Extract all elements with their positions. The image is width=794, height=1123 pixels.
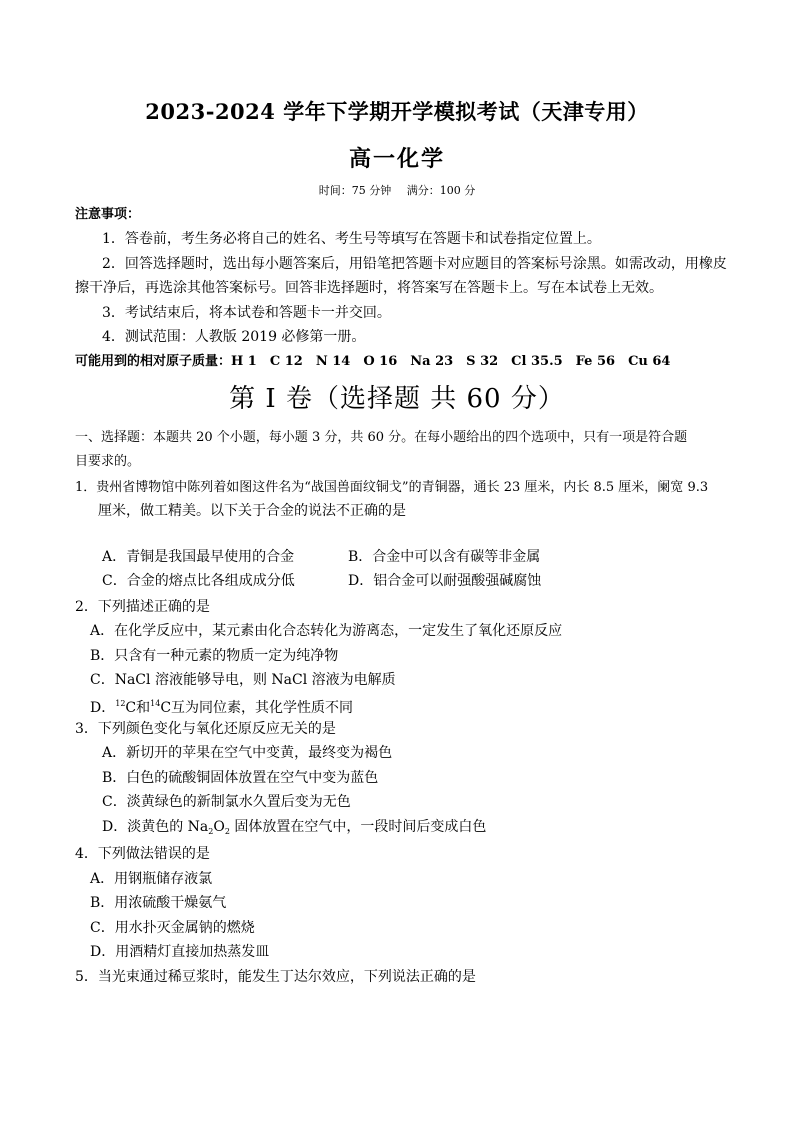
q4-stem: 4．下列做法错误的是 [75, 846, 210, 862]
q3-stem: 3．下列颜色变化与氧化还原反应无关的是 [75, 721, 336, 737]
notice-item-1: 1．答卷前，考生务必将自己的姓名、考生号等填写在答题卡和试卷指定位置上。 [102, 231, 601, 247]
q3-option-d-sub-2: 2 [224, 827, 230, 836]
exam-time: 时间：75 分钟 [318, 184, 392, 197]
q3-option-d-prefix: D．淡黄色的 Na [102, 819, 209, 835]
q2-option-d-rest: C互为同位素，其化学性质不同 [160, 700, 354, 716]
q1-option-a: A．青铜是我国最早使用的合金 [102, 549, 295, 565]
notice-item-2-cont: 擦干净后，再选涂其他答案标号。回答非选择题时，将答案写在答题卡上。写在本试卷上无效。 [75, 280, 663, 296]
q4-option-d: D．用酒精灯直接加热蒸发皿 [90, 944, 270, 960]
section-instruction-2: 目要求的。 [75, 454, 141, 469]
q2-option-a: A．在化学反应中，某元素由化合态转化为游离态，一定发生了氧化还原反应 [90, 623, 563, 639]
q3-option-d [102, 818, 486, 841]
notice-item-3: 3．考试结束后，将本试卷和答题卡一并交回。 [102, 305, 391, 321]
section-title: 第 I 卷（选择题 共 60 分） [229, 384, 565, 414]
q3-option-a: A．新切开的苹果在空气中变黄，最终变为褐色 [102, 745, 393, 761]
q2-option-d-mid: C和 [125, 700, 151, 716]
exam-title: 2023-2024 学年下学期开学模拟考试（天津专用） [145, 99, 649, 124]
q3-option-d-sub-1: 2 [208, 827, 214, 836]
q2-option-d-mass-12: 12 [115, 699, 126, 708]
notice-item-4: 4．测试范围：人教版 2019 必修第一册。 [102, 329, 366, 345]
q4-option-a: A．用钢瓶储存液氯 [90, 871, 213, 887]
q4-option-c: C．用水扑灭金属钠的燃烧 [90, 920, 255, 936]
q2-option-b: B．只含有一种元素的物质一定为纯净物 [90, 648, 339, 664]
atomic-masses: 可能用到的相对原子质量：H 1 C 12 N 14 O 16 Na 23 S 32 Cl 35.5 Fe 56 Cu 64 [75, 354, 671, 369]
q3-option-d-rest: 固体放置在空气中，一段时间后变成白色 [229, 819, 487, 835]
notice-heading: 注意事项： [75, 207, 141, 222]
q3-option-d-o: O [213, 819, 225, 835]
q4-option-b: B．用浓硫酸干燥氨气 [90, 895, 227, 911]
q2-option-d-mass-14: 14 [150, 699, 161, 708]
q5-stem: 5．当光束通过稀豆浆时，能发生丁达尔效应，下列说法正确的是 [75, 969, 476, 985]
exam-score: 满分：100 分 [406, 184, 476, 197]
q3-option-b: B．白色的硫酸铜固体放置在空气中变为蓝色 [102, 770, 379, 786]
q3-option-c: C．淡黄绿色的新制氯水久置后变为无色 [102, 794, 351, 810]
exam-info [0, 182, 794, 198]
q1-option-d: D．铝合金可以耐强酸强碱腐蚀 [348, 573, 542, 589]
q2-stem: 2．下列描述正确的是 [75, 599, 210, 615]
q2-option-d [90, 695, 353, 717]
q2-option-d-prefix: D． [90, 700, 116, 716]
q1-option-c: C．合金的熔点比各组成成分低 [102, 573, 295, 589]
section-instruction-1: 一、选择题：本题共 20 个小题，每小题 3 分，共 60 分。在每小题给出的四个选项中，只有一项是符合题 [75, 430, 688, 445]
q1-option-b: B．合金中可以含有碳等非金属 [348, 549, 541, 565]
q1-stem-cont: 厘米，做工精美。以下关于合金的说法不正确的是 [98, 503, 406, 519]
q1-stem: 1．贵州省博物馆中陈列着如图这件名为“战国兽面纹铜戈”的青铜器，通长 23 厘米，内长 8.5 厘米，阑宽 9.3 [75, 480, 709, 495]
q2-option-c: C．NaCl 溶液能够导电，则 NaCl 溶液为电解质 [90, 672, 396, 688]
exam-subject: 高一化学 [348, 146, 445, 172]
notice-item-2: 2．回答选择题时，选出每小题答案后，用铅笔把答题卡对应题目的答案标号涂黑。如需改动，用橡皮 [102, 256, 727, 272]
